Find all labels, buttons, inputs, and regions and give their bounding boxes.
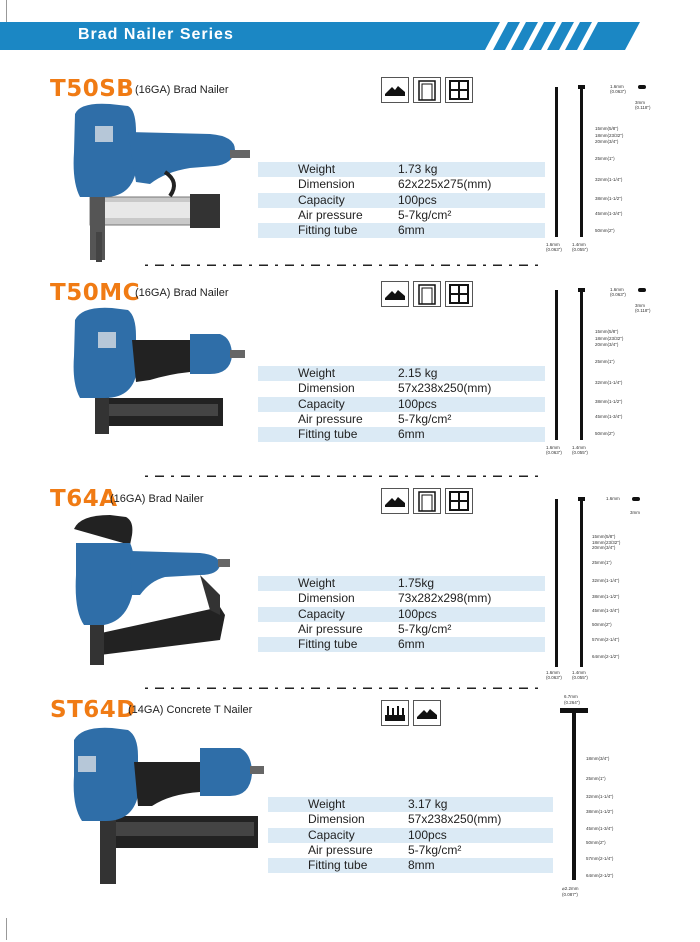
window-frame-icon <box>445 488 473 514</box>
spec-value: 6mm <box>398 427 425 442</box>
spec-label: Dimension <box>298 591 355 606</box>
length-label: 25mm(1") <box>586 776 606 781</box>
length-label: 20mm(3/4") <box>592 545 616 550</box>
door-frame-icon <box>413 77 441 103</box>
spec-label: Capacity <box>298 606 345 621</box>
spec-row <box>258 412 545 427</box>
roof-trim-icon <box>381 281 409 307</box>
model-name: T64A <box>50 486 118 512</box>
length-label: 64mm(2-1/2") <box>592 654 620 659</box>
spec-row <box>258 576 545 591</box>
shank-dim-label: (0.055") <box>572 247 588 252</box>
model-name: ST64D <box>50 697 136 723</box>
roof-trim-icon <box>381 77 409 103</box>
t50sb-nailer-image <box>70 102 255 267</box>
head-dim-label: 3mm <box>630 510 640 515</box>
spec-row <box>258 607 545 622</box>
length-label: 57mm(2-1/4") <box>592 637 620 642</box>
spec-table <box>258 576 545 652</box>
spec-value: 73x282x298(mm) <box>398 591 492 606</box>
application-icons <box>381 700 441 726</box>
length-label: 18mm(23/32") <box>595 336 624 341</box>
spec-row <box>258 381 545 396</box>
nail-size-diagram <box>548 690 648 905</box>
spec-label: Capacity <box>298 396 345 411</box>
spec-value: 57x238x250(mm) <box>398 381 492 396</box>
spec-label: Fitting tube <box>298 427 358 442</box>
spec-row <box>268 843 553 858</box>
spec-row <box>268 812 553 827</box>
model-name: T50MC <box>50 280 140 306</box>
nail-size-diagram <box>540 494 660 684</box>
spec-value: 3.17 kg <box>408 797 448 811</box>
head-dim-label: 3mm <box>635 100 645 105</box>
spec-value: 5-7kg/cm² <box>408 842 462 857</box>
shank-dim-label: (0.063") <box>546 675 562 680</box>
spec-value: 100pcs <box>398 396 437 411</box>
spec-value: 62x225x275(mm) <box>398 177 492 192</box>
shank-dim-label: (0.087") <box>562 892 578 897</box>
length-label: 25mm(1") <box>595 359 615 364</box>
spec-row <box>258 193 545 208</box>
length-label: 45mm(1-3/4") <box>595 414 623 419</box>
model-subtitle: (16GA) Brad Nailer <box>135 84 229 96</box>
section-divider <box>145 687 545 689</box>
spec-label: Weight <box>308 797 346 811</box>
spec-label: Weight <box>298 162 336 176</box>
t64a-nailer-image <box>70 515 255 675</box>
spec-value: 57x238x250(mm) <box>408 812 502 827</box>
t50mc-nailer-image <box>70 306 255 446</box>
nail-side-view <box>555 290 558 440</box>
spec-row <box>258 622 545 637</box>
length-label: 50mm(2") <box>592 622 612 627</box>
spec-label: Capacity <box>308 827 355 842</box>
spec-row <box>258 208 545 223</box>
st64d-nailer-image <box>70 726 265 886</box>
spec-value: 100pcs <box>398 192 437 207</box>
spec-label: Weight <box>298 366 336 380</box>
spec-row <box>268 797 553 812</box>
head-dim-label: 1.6mm <box>610 84 624 89</box>
spec-label: Air pressure <box>298 411 363 426</box>
spec-table <box>258 366 545 442</box>
length-label: 15mm(5/8") <box>595 329 619 334</box>
head-dim-label: 1.6mm <box>610 287 624 292</box>
spec-value: 5-7kg/cm² <box>398 621 452 636</box>
shank-dim-label: (0.055") <box>572 675 588 680</box>
roof-trim-icon <box>413 700 441 726</box>
model-subtitle: (16GA) Brad Nailer <box>110 493 204 505</box>
door-frame-icon <box>413 488 441 514</box>
spec-value: 1.73 kg <box>398 162 438 176</box>
length-label: 18mm(3/4") <box>586 756 610 761</box>
model-subtitle: (16GA) Brad Nailer <box>135 287 229 299</box>
length-label: 32mm(1-1/4") <box>586 794 614 799</box>
spec-label: Fitting tube <box>308 858 368 873</box>
nail-side-view <box>555 87 558 237</box>
spec-label: Fitting tube <box>298 637 358 652</box>
head-dim-label: (0.118") <box>635 105 651 110</box>
shank-dim-label: (0.063") <box>546 247 562 252</box>
length-label: 32mm(1-1/4") <box>595 177 623 182</box>
length-label: 50mm(2") <box>595 228 615 233</box>
shank-dim-label: 1.4mm <box>572 242 586 247</box>
length-ticks <box>595 126 624 233</box>
length-label: 57mm(2-1/4") <box>586 856 614 861</box>
crop-mark-top <box>6 0 7 22</box>
length-label: 45mm(1-3/4") <box>592 608 620 613</box>
application-icons <box>381 488 473 514</box>
model-name: T50SB <box>50 76 135 102</box>
door-frame-icon <box>413 281 441 307</box>
length-label: 18mm(23/32") <box>595 133 624 138</box>
crop-mark-bottom <box>6 918 7 940</box>
head-dim-label: 6.7mm <box>564 694 578 699</box>
spec-value: 1.75kg <box>398 576 435 590</box>
spec-label: Dimension <box>298 177 355 192</box>
length-label: 20mm(3/4") <box>595 342 619 347</box>
spec-table <box>258 162 545 238</box>
shank-dim-label: ⌀2.2mm <box>562 886 579 891</box>
head-dim-label: (0.063") <box>610 292 626 297</box>
spec-value: 5-7kg/cm² <box>398 411 452 426</box>
nail-side-view <box>555 499 558 667</box>
head-dim-label: 1.6mm <box>606 496 620 501</box>
application-icons <box>381 281 473 307</box>
nail-front-view <box>580 497 583 667</box>
t-nail-shank <box>572 712 576 880</box>
spec-row <box>258 637 545 652</box>
spec-value: 2.15 kg <box>398 366 438 380</box>
length-label: 32mm(1-1/4") <box>592 578 620 583</box>
spec-value: 100pcs <box>398 606 437 621</box>
shank-dim-label: (0.063") <box>546 450 562 455</box>
series-header-banner <box>0 22 640 50</box>
spec-label: Fitting tube <box>298 223 358 238</box>
spec-label: Air pressure <box>298 207 363 222</box>
length-label: 18mm(23/32") <box>592 540 621 545</box>
series-title: Brad Nailer Series <box>78 26 234 43</box>
spec-row <box>268 858 553 873</box>
spec-value: 5-7kg/cm² <box>398 207 452 222</box>
head-dim-label: 3mm <box>635 303 645 308</box>
nail-front-view <box>580 288 583 440</box>
section-divider <box>145 475 545 477</box>
length-ticks <box>586 756 614 878</box>
nail-size-diagram <box>540 82 660 257</box>
length-label: 45mm(1-3/4") <box>586 826 614 831</box>
spec-row <box>258 162 545 177</box>
length-label: 15mm(5/8") <box>592 534 616 539</box>
length-label: 45mm(1-3/4") <box>595 211 623 216</box>
spec-value: 6mm <box>398 637 425 652</box>
spec-label: Dimension <box>298 381 355 396</box>
window-frame-icon <box>445 77 473 103</box>
length-label: 50mm(2") <box>586 840 606 845</box>
spec-row <box>258 223 545 238</box>
spec-table <box>268 797 553 873</box>
section-divider <box>145 264 545 266</box>
length-label: 50mm(2") <box>595 431 615 436</box>
spec-label: Weight <box>298 576 336 590</box>
spec-label: Air pressure <box>308 842 373 857</box>
nail-front-view <box>580 85 583 237</box>
length-label: 38mm(1-1/2") <box>592 594 620 599</box>
application-icons <box>381 77 473 103</box>
shank-dim-label: 1.6mm <box>546 445 560 450</box>
spec-row <box>258 427 545 442</box>
length-label: 15mm(5/8") <box>595 126 619 131</box>
spec-value: 100pcs <box>408 827 447 842</box>
roof-trim-icon <box>381 488 409 514</box>
concrete-wall-icon <box>381 700 409 726</box>
length-label: 25mm(1") <box>592 560 612 565</box>
spec-label: Air pressure <box>298 621 363 636</box>
length-ticks <box>592 534 621 659</box>
window-frame-icon <box>445 281 473 307</box>
spec-row <box>258 177 545 192</box>
spec-row <box>268 828 553 843</box>
spec-row <box>258 591 545 606</box>
head-dim-label: (0.063") <box>610 89 626 94</box>
head-dim-label: (0.118") <box>635 308 651 313</box>
model-subtitle: (14GA) Concrete T Nailer <box>128 704 253 716</box>
length-label: 32mm(1-1/4") <box>595 380 623 385</box>
shank-dim-label: 1.6mm <box>546 242 560 247</box>
spec-row <box>258 366 545 381</box>
spec-value: 8mm <box>408 858 435 873</box>
spec-label: Dimension <box>308 812 365 827</box>
shank-dim-label: 1.4mm <box>572 670 586 675</box>
length-label: 38mm(1-1/2") <box>595 399 623 404</box>
shank-dim-label: 1.4mm <box>572 445 586 450</box>
length-label: 38mm(1-1/2") <box>586 809 614 814</box>
spec-row <box>258 397 545 412</box>
length-ticks <box>595 329 624 436</box>
head-dim-label: (0.264") <box>564 700 580 705</box>
spec-value: 6mm <box>398 223 425 238</box>
spec-label: Capacity <box>298 192 345 207</box>
shank-dim-label: 1.6mm <box>546 670 560 675</box>
nail-size-diagram <box>540 285 660 460</box>
length-label: 38mm(1-1/2") <box>595 196 623 201</box>
shank-dim-label: (0.055") <box>572 450 588 455</box>
length-label: 64mm(2-1/2") <box>586 873 614 878</box>
length-label: 25mm(1") <box>595 156 615 161</box>
length-label: 20mm(3/4") <box>595 139 619 144</box>
